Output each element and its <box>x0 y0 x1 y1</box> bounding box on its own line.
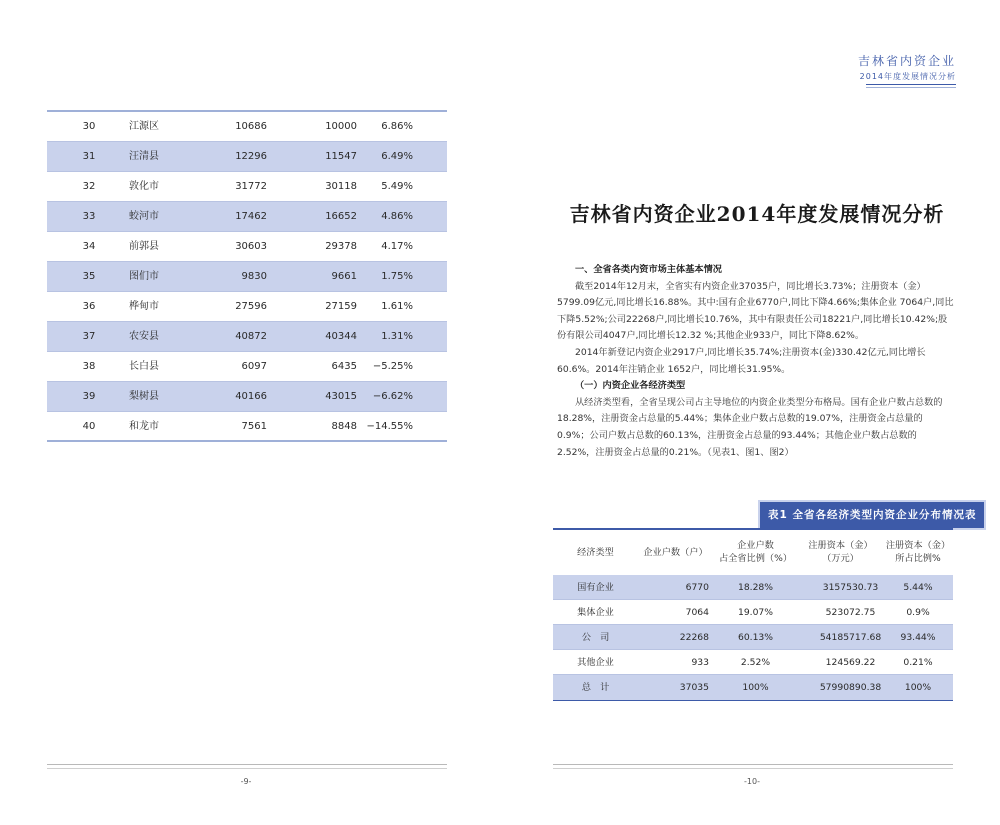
table-row <box>553 600 953 625</box>
footer-rule <box>553 764 953 765</box>
cell-count-pct: 19.07% <box>737 607 774 618</box>
cell-count: 37035 <box>679 682 709 693</box>
footer-ticks <box>553 768 953 775</box>
value-2014: 40166 <box>235 391 267 402</box>
growth-rate: 4.86% <box>381 211 413 222</box>
cell-count-pct: 60.13% <box>737 632 774 643</box>
page-number: -10- <box>744 777 760 786</box>
table-row <box>47 202 447 232</box>
cell-capital-pct: 5.44% <box>903 582 933 593</box>
table-bottom-rule <box>47 440 447 442</box>
header-capital-pct-line1: 注册资本（金） <box>885 540 951 551</box>
table-row <box>47 112 447 142</box>
row-number: 37 <box>82 331 96 342</box>
footer-ticks <box>47 768 447 775</box>
region-name: 蛟河市 <box>129 211 159 222</box>
region-name: 前郭县 <box>129 241 159 252</box>
cell-capital-pct: 0.21% <box>903 657 933 668</box>
table-row <box>47 382 447 412</box>
table-bottom-rule <box>553 700 953 701</box>
growth-rate: 6.49% <box>381 151 413 162</box>
value-2014: 31772 <box>235 181 267 192</box>
growth-rate: 1.31% <box>381 331 413 342</box>
header-capital-line2: （万元） <box>822 553 859 564</box>
header-rule <box>866 84 956 85</box>
page-number: -9- <box>240 777 252 786</box>
value-2013: 30118 <box>325 181 357 192</box>
table-row <box>47 322 447 352</box>
header-count: 企业户数（户） <box>643 546 708 558</box>
table-row <box>47 262 447 292</box>
row-number: 40 <box>82 421 96 432</box>
header-count-pct-line2: 占全省比例（%） <box>718 553 793 564</box>
value-2014: 10686 <box>235 121 267 132</box>
row-number: 33 <box>82 211 96 222</box>
cell-count: 6770 <box>685 582 709 593</box>
value-2013: 11547 <box>325 151 357 162</box>
region-name: 敦化市 <box>129 181 159 192</box>
table-row <box>47 232 447 262</box>
cell-count-pct: 18.28% <box>737 582 774 593</box>
growth-rate: 1.61% <box>381 301 413 312</box>
cell-count-pct: 2.52% <box>740 657 771 668</box>
value-2013: 6435 <box>331 361 357 372</box>
paragraph: 从经济类型看，全省呈现公司占主导地位的内资企业类型分布格局。国有企业户数占总数的18.28%，注册资金占总量的5.44%；集体企业户数占总数的19.07%，注册资金占总量的0.9%；公司户数占总数的60.13%，注册资金占总量的93.44%；其他企业户数占总数的2.52%，注册资金占总量的0.21%。（见表1、图1、图2） <box>557 396 943 458</box>
cell-capital: 54185717.68 <box>819 632 882 643</box>
paragraph: 2014年新登记内资企业2917户,同比增长35.74%;注册资本(金)330.42亿元,同比增长60.6%。2014年注销企业 1652户，同比增长31.95%。 <box>557 346 926 375</box>
value-2013: 10000 <box>325 121 357 132</box>
cell-type: 集体企业 <box>577 607 614 618</box>
cell-type: 其他企业 <box>577 657 614 668</box>
region-name: 图们市 <box>129 271 159 282</box>
cell-type: 总 计 <box>581 682 610 693</box>
cell-capital-pct: 100% <box>904 682 932 693</box>
region-name: 桦甸市 <box>129 301 159 312</box>
cell-count-pct: 100% <box>742 682 769 693</box>
header-capital-line1: 注册资本（金） <box>808 540 873 551</box>
row-number: 38 <box>82 361 96 372</box>
growth-rate: 5.49% <box>381 181 413 192</box>
header-count-pct-line1: 企业户数 <box>737 540 774 551</box>
growth-rate: −6.62% <box>372 391 413 402</box>
cell-type: 公 司 <box>581 632 610 643</box>
region-name: 长白县 <box>129 361 159 372</box>
footer-rule <box>47 764 447 765</box>
region-name: 江源区 <box>129 121 159 132</box>
value-2014: 27596 <box>235 301 267 312</box>
growth-rate: 4.17% <box>381 241 413 252</box>
region-name: 农安县 <box>129 331 159 342</box>
table-row <box>47 142 447 172</box>
table-row <box>47 292 447 322</box>
value-2013: 29378 <box>325 241 357 252</box>
row-number: 31 <box>82 151 96 162</box>
running-header-title: 吉林省内资企业 <box>857 54 956 68</box>
section-heading: 一、全省各类内资市场主体基本情况 <box>575 264 722 275</box>
table-row <box>553 575 953 600</box>
table-caption: 表1 全省各经济类型内资企业分布情况表 <box>758 500 986 530</box>
value-2013: 40344 <box>325 331 357 342</box>
value-2014: 6097 <box>241 361 267 372</box>
cell-count: 933 <box>691 657 709 668</box>
row-number: 35 <box>82 271 96 282</box>
value-2014: 40872 <box>235 331 267 342</box>
cell-capital: 57990890.38 <box>819 682 882 693</box>
running-header-subtitle: 2014年度发展情况分析 <box>859 72 956 81</box>
header-rule-secondary <box>866 87 956 88</box>
region-name: 汪清县 <box>129 151 159 162</box>
row-number: 36 <box>82 301 96 312</box>
growth-rate: 6.86% <box>381 121 413 132</box>
value-2014: 30603 <box>235 241 267 252</box>
cell-capital: 3157530.73 <box>822 582 879 593</box>
cell-count: 22268 <box>679 632 709 643</box>
right-page <box>500 0 1000 825</box>
table-row <box>47 352 447 382</box>
row-number: 30 <box>82 121 96 132</box>
header-count-pct <box>713 530 798 574</box>
growth-rate: 1.75% <box>381 271 413 282</box>
row-number: 39 <box>82 391 96 402</box>
region-name: 和龙市 <box>129 421 159 432</box>
header-capital-pct-line2: 所占比例% <box>895 553 941 564</box>
subsection-heading: （一）内资企业各经济类型 <box>575 380 686 392</box>
growth-rate: −5.25% <box>372 361 413 372</box>
region-name: 梨树县 <box>129 391 159 402</box>
value-2014: 9830 <box>241 271 267 282</box>
value-2013: 9661 <box>331 271 357 282</box>
value-2013: 16652 <box>325 211 357 222</box>
table-row <box>553 625 953 650</box>
page-title: 吉林省内资企业2014年度发展情况分析 <box>569 202 945 226</box>
table-row <box>553 650 953 675</box>
cell-type: 国有企业 <box>577 582 614 593</box>
value-2014: 7561 <box>241 421 267 432</box>
header-capital-pct <box>883 530 953 574</box>
table-row <box>47 412 447 442</box>
cell-capital: 523072.75 <box>825 607 876 618</box>
value-2013: 27159 <box>325 301 357 312</box>
table-row-total <box>553 675 953 700</box>
table-header <box>553 530 953 574</box>
paragraph: 截至2014年12月末，全省实有内资企业37035户，同比增长3.73%；注册资本（金）5799.09亿元,同比增长16.88%。其中:国有企业6770户,同比下降4.66%;集体企业 7064户,同比下降5.52%;公司22268户,同比增长10.76%，其中有限责任公司18221户,同比增长10.42%;股份有限公司4047户,同比增长12.32 %;其他企业933户，同比下降8.62%。 <box>557 280 954 342</box>
row-number: 34 <box>82 241 96 252</box>
body-text <box>557 262 955 461</box>
cell-capital-pct: 0.9% <box>906 607 930 618</box>
cell-capital-pct: 93.44% <box>900 632 936 643</box>
header-capital <box>798 530 883 574</box>
value-2014: 12296 <box>235 151 267 162</box>
header-type: 经济类型 <box>577 546 614 558</box>
value-2014: 17462 <box>235 211 267 222</box>
value-2013: 43015 <box>325 391 357 402</box>
cell-capital: 124569.22 <box>825 657 876 668</box>
cell-count: 7064 <box>685 607 709 618</box>
table-row <box>47 172 447 202</box>
value-2013: 8848 <box>331 421 357 432</box>
growth-rate: −14.55% <box>366 421 413 432</box>
row-number: 32 <box>82 181 96 192</box>
